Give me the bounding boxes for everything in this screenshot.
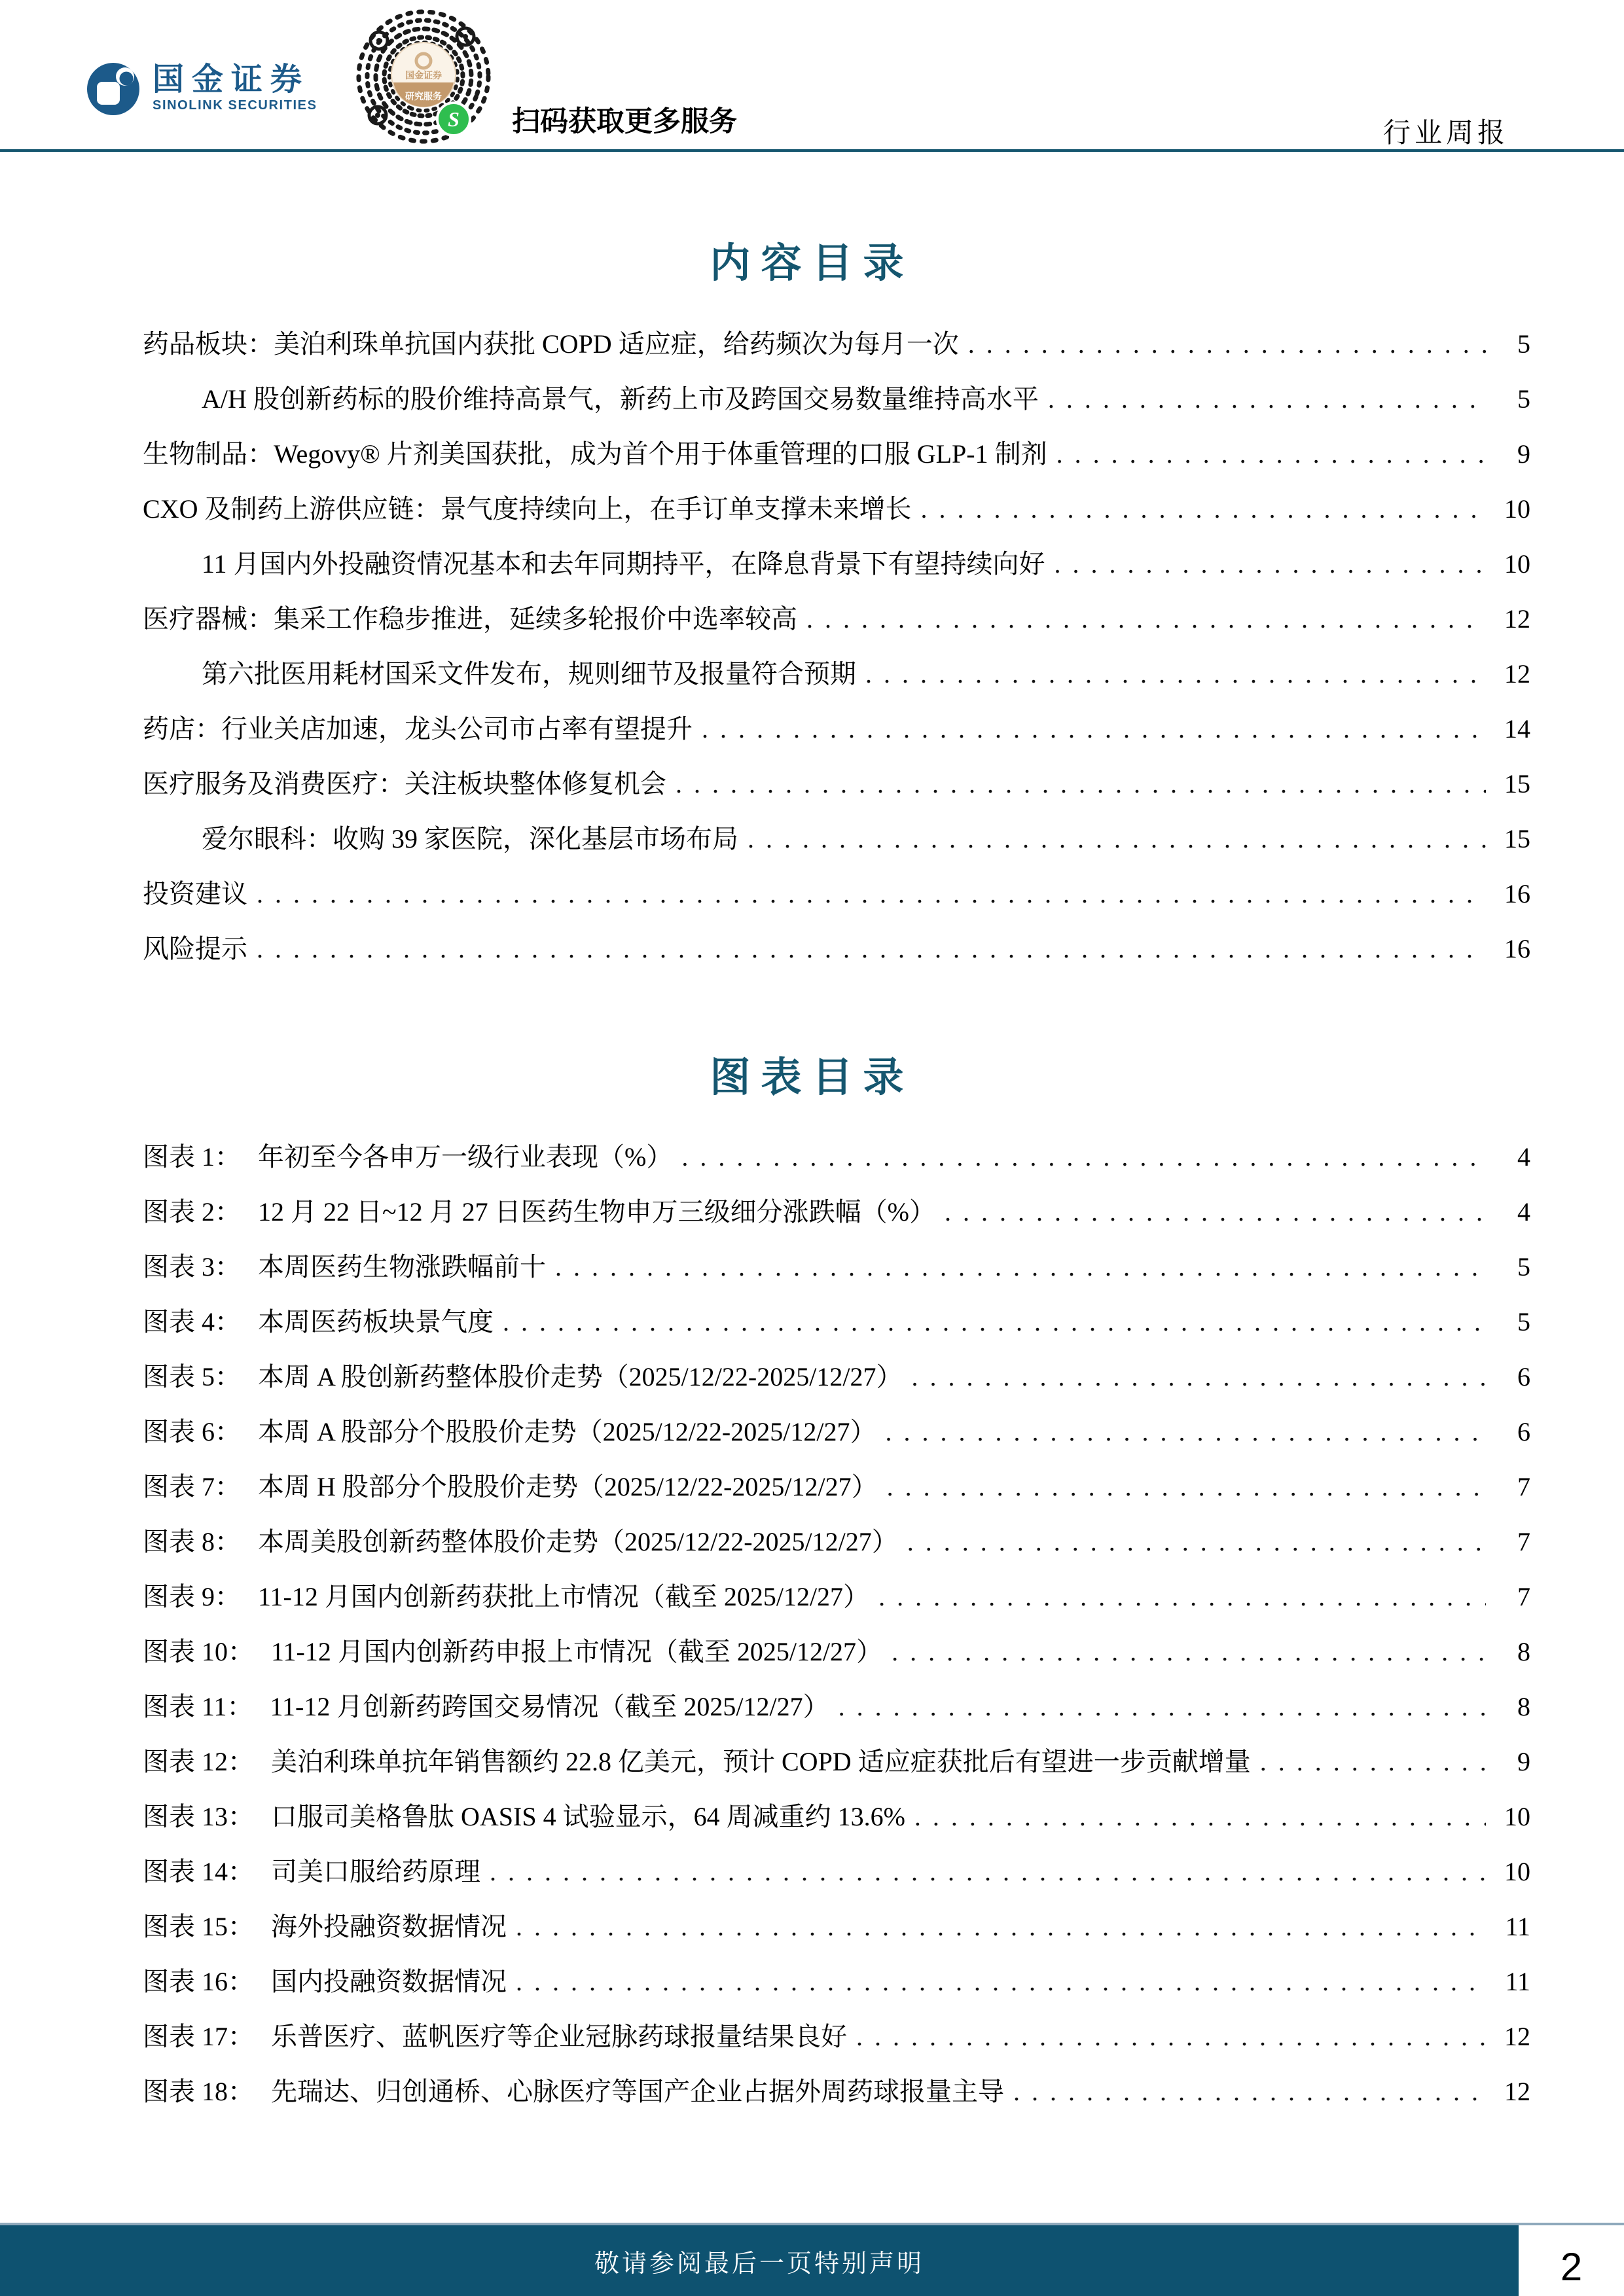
dot-leader [1056, 427, 1486, 482]
figure-list-title: 图表目录 [710, 1056, 914, 1100]
dot-leader [887, 1460, 1486, 1515]
figure-entry-page: 12 [1504, 2077, 1530, 2106]
figure-entry-page: 12 [1504, 2022, 1530, 2051]
figure-entry[interactable] [143, 1405, 1530, 1460]
figure-entry-label: 图表 11： [143, 1692, 253, 1721]
figure-entry-page: 10 [1504, 1857, 1530, 1886]
svg-text:S: S [448, 107, 460, 131]
dot-leader [1260, 1734, 1486, 1789]
figure-entry-page: 11 [1505, 1967, 1530, 1996]
figure-entry-page: 8 [1517, 1637, 1530, 1666]
figure-entry[interactable] [143, 1844, 1530, 1899]
logo-en-text: SINOLINK SECURITIES [153, 98, 317, 113]
dot-leader [676, 757, 1486, 812]
toc-entry[interactable] [143, 922, 1530, 977]
toc-entry-page: 9 [1517, 439, 1530, 469]
figure-entry-label: 图表 9： [143, 1582, 241, 1611]
figure-entry-text: 司美口服给药原理 [271, 1857, 480, 1886]
figure-entry-text: 乐普医疗、蓝帆医疗等企业冠脉药球报量结果良好 [271, 2022, 847, 2051]
figure-entry-label: 图表 7： [143, 1472, 241, 1501]
figure-entry-text: 12 月 22 日~12 月 27 日医药生物申万三级细分涨跌幅（%） [258, 1197, 935, 1227]
report-type-label: 行业周报 [1382, 118, 1509, 149]
sinolink-logo-icon [87, 63, 139, 118]
toc-list [143, 317, 1530, 977]
page-number: 2 [1560, 2244, 1583, 2289]
dot-leader [516, 1954, 1486, 2009]
toc-entry[interactable] [143, 482, 1530, 537]
footer-bar [0, 2225, 1519, 2296]
figure-entry-text: 美泊利珠单抗年销售额约 22.8 亿美元，预计 COPD 适应症获批后有望进一步贡献增量 [271, 1747, 1251, 1776]
dot-leader [914, 1789, 1486, 1844]
dot-leader [839, 1679, 1486, 1734]
dot-leader [806, 592, 1486, 647]
figure-entry-page: 4 [1517, 1197, 1530, 1227]
dot-leader [490, 1844, 1486, 1899]
dot-leader [748, 812, 1486, 867]
toc-entry[interactable] [143, 317, 1530, 372]
figure-entry[interactable] [143, 1515, 1530, 1570]
figure-entry-label: 图表 1： [143, 1142, 241, 1172]
figure-entry-label: 图表 4： [143, 1307, 241, 1336]
figure-entry-text: 本周美股创新药整体股价走势（2025/12/22-2025/12/27） [258, 1527, 898, 1556]
toc-entry-text: 爱尔眼科：收购 39 家医院，深化基层市场布局 [202, 824, 738, 853]
figure-entry[interactable] [143, 1899, 1530, 1954]
figure-entry-label: 图表 18： [143, 2077, 254, 2106]
dot-leader [856, 2009, 1486, 2064]
figure-entry[interactable] [143, 1130, 1530, 1185]
figure-entry-label: 图表 15： [143, 1912, 254, 1941]
footer-disclaimer: 敬请参阅最后一页特别声明 [594, 2250, 924, 2278]
toc-entry[interactable] [143, 592, 1530, 647]
toc-entry-page: 16 [1504, 879, 1530, 908]
toc-entry[interactable] [143, 867, 1530, 922]
figure-entry-label: 图表 16： [143, 1967, 254, 1996]
toc-entry[interactable] [143, 757, 1530, 812]
figure-entry[interactable] [143, 2064, 1530, 2119]
figure-entry-label: 图表 17： [143, 2022, 254, 2051]
toc-entry-text: 生物制品：Wegovy® 片剂美国获批，成为首个用于体重管理的口服 GLP-1 制剂 [143, 439, 1047, 469]
figure-entry-page: 9 [1517, 1747, 1530, 1776]
qr-code [355, 7, 492, 147]
qr-caption: 扫码获取更多服务 [512, 106, 737, 137]
toc-entry-text: 医疗服务及消费医疗：关注板块整体修复机会 [143, 769, 666, 798]
toc-entry-text: 风险提示 [143, 934, 247, 963]
figure-entry-label: 图表 12： [143, 1747, 254, 1776]
figure-entry-text: 本周医药板块景气度 [258, 1307, 494, 1336]
figure-entry-text: 11-12 月国内创新药申报上市情况（截至 2025/12/27） [271, 1637, 883, 1666]
toc-entry[interactable] [143, 372, 1530, 427]
toc-entry-text: 医疗器械：集采工作稳步推进，延续多轮报价中选率较高 [143, 604, 797, 634]
figure-entry[interactable] [143, 1295, 1530, 1350]
toc-entry[interactable] [143, 647, 1530, 702]
figure-entry[interactable] [143, 2009, 1530, 2064]
header-divider [0, 149, 1624, 152]
figure-entry[interactable] [143, 1624, 1530, 1679]
svg-text:国金证券: 国金证券 [405, 70, 442, 81]
figure-entry-label: 图表 13： [143, 1802, 254, 1831]
figure-entry-text: 先瑞达、归创通桥、心脉医疗等国产企业占据外周药球报量主导 [271, 2077, 1004, 2106]
figure-entry[interactable] [143, 1954, 1530, 2009]
toc-entry-page: 15 [1504, 824, 1530, 853]
figure-entry-label: 图表 14： [143, 1857, 254, 1886]
dot-leader [865, 647, 1486, 702]
toc-entry[interactable] [143, 702, 1530, 757]
toc-entry-text: CXO 及制药上游供应链：景气度持续向上，在手订单支撑未来增长 [143, 494, 912, 524]
figure-entry-label: 图表 3： [143, 1252, 241, 1282]
figure-entry-text: 年初至今各申万一级行业表现（%） [258, 1142, 673, 1172]
dot-leader [1013, 2064, 1486, 2119]
figure-entry-text: 国内投融资数据情况 [271, 1967, 507, 1996]
figure-list [143, 1130, 1530, 2119]
dot-leader [503, 1295, 1486, 1350]
figure-entry-label: 图表 10： [143, 1637, 254, 1666]
toc-entry-page: 14 [1504, 714, 1530, 744]
figure-entry-text: 11-12 月国内创新药获批上市情况（截至 2025/12/27） [258, 1582, 870, 1611]
figure-entry-label: 图表 6： [143, 1417, 241, 1446]
toc-entry[interactable] [143, 812, 1530, 867]
figure-entry-page: 8 [1517, 1692, 1530, 1721]
figure-entry-label: 图表 2： [143, 1197, 241, 1227]
toc-entry-page: 12 [1504, 604, 1530, 634]
figure-entry-text: 本周 H 股部分个股股价走势（2025/12/22-2025/12/27） [258, 1472, 878, 1501]
toc-entry-text: 投资建议 [143, 879, 247, 908]
figure-entry-text: 本周 A 股部分个股股价走势（2025/12/22-2025/12/27） [258, 1417, 876, 1446]
dot-leader [516, 1899, 1486, 1954]
figure-entry-page: 4 [1517, 1142, 1530, 1172]
dot-leader [257, 867, 1486, 922]
figure-entry-page: 6 [1517, 1417, 1530, 1446]
figure-entry-page: 7 [1517, 1472, 1530, 1501]
dot-leader [878, 1570, 1486, 1624]
dot-leader [257, 922, 1486, 977]
dot-leader [555, 1240, 1486, 1295]
toc-entry[interactable] [143, 427, 1530, 482]
dot-leader [1048, 372, 1486, 427]
svg-text:研究服务: 研究服务 [405, 91, 442, 101]
figure-entry-page: 7 [1517, 1527, 1530, 1556]
toc-entry-page: 10 [1504, 549, 1530, 579]
figure-entry[interactable] [143, 1185, 1530, 1240]
dot-leader [892, 1624, 1486, 1679]
dot-leader [968, 317, 1486, 372]
figure-entry-text: 口服司美格鲁肽 OASIS 4 试验显示，64 周减重约 13.6% [271, 1802, 905, 1831]
toc-entry-text: A/H 股创新药标的股价维持高景气，新药上市及跨国交易数量维持高水平 [202, 384, 1039, 414]
figure-entry[interactable] [143, 1240, 1530, 1295]
figure-entry[interactable] [143, 1734, 1530, 1789]
toc-entry-page: 5 [1517, 329, 1530, 359]
figure-entry-text: 本周医药生物涨跌幅前十 [258, 1252, 546, 1282]
figure-entry-text: 11-12 月创新药跨国交易情况（截至 2025/12/27） [270, 1692, 829, 1721]
toc-entry-text: 药店：行业关店加速，龙头公司市占率有望提升 [143, 714, 693, 744]
figure-entry-text: 本周 A 股创新药整体股价走势（2025/12/22-2025/12/27） [258, 1362, 903, 1391]
figure-entry-page: 10 [1504, 1802, 1530, 1831]
dot-leader [945, 1185, 1486, 1240]
dot-leader [885, 1405, 1486, 1460]
dot-leader [907, 1515, 1486, 1570]
figure-entry-page: 5 [1517, 1252, 1530, 1282]
figure-entry-page: 5 [1517, 1307, 1530, 1336]
toc-title: 内容目录 [710, 242, 914, 286]
figure-entry[interactable] [143, 1679, 1530, 1734]
toc-entry-page: 5 [1517, 384, 1530, 414]
toc-entry-text: 11 月国内外投融资情况基本和去年同期持平，在降息背景下有望持续向好 [202, 549, 1045, 579]
figure-entry-label: 图表 5： [143, 1362, 241, 1391]
dot-leader [681, 1130, 1486, 1185]
figure-entry-page: 7 [1517, 1582, 1530, 1611]
figure-entry-page: 11 [1505, 1912, 1530, 1941]
sinolink-logo [87, 63, 317, 118]
dot-leader [911, 1350, 1486, 1405]
figure-entry[interactable] [143, 1570, 1530, 1624]
toc-entry-page: 12 [1504, 659, 1530, 689]
toc-entry[interactable] [143, 537, 1530, 592]
toc-entry-page: 10 [1504, 494, 1530, 524]
logo-cn-text: 国金证券 [153, 62, 310, 97]
figure-entry-label: 图表 8： [143, 1527, 241, 1556]
figure-entry[interactable] [143, 1789, 1530, 1844]
toc-entry-page: 15 [1504, 769, 1530, 798]
figure-entry[interactable] [143, 1460, 1530, 1515]
dot-leader [1055, 537, 1486, 592]
figure-entry[interactable] [143, 1350, 1530, 1405]
toc-entry-text: 第六批医用耗材国采文件发布，规则细节及报量符合预期 [202, 659, 856, 689]
figure-entry-text: 海外投融资数据情况 [271, 1912, 507, 1941]
toc-entry-page: 16 [1504, 934, 1530, 963]
toc-entry-text: 药品板块：美泊利珠单抗国内获批 COPD 适应症，给药频次为每月一次 [143, 329, 959, 359]
dot-leader [920, 482, 1486, 537]
dot-leader [702, 702, 1486, 757]
figure-entry-page: 6 [1517, 1362, 1530, 1391]
